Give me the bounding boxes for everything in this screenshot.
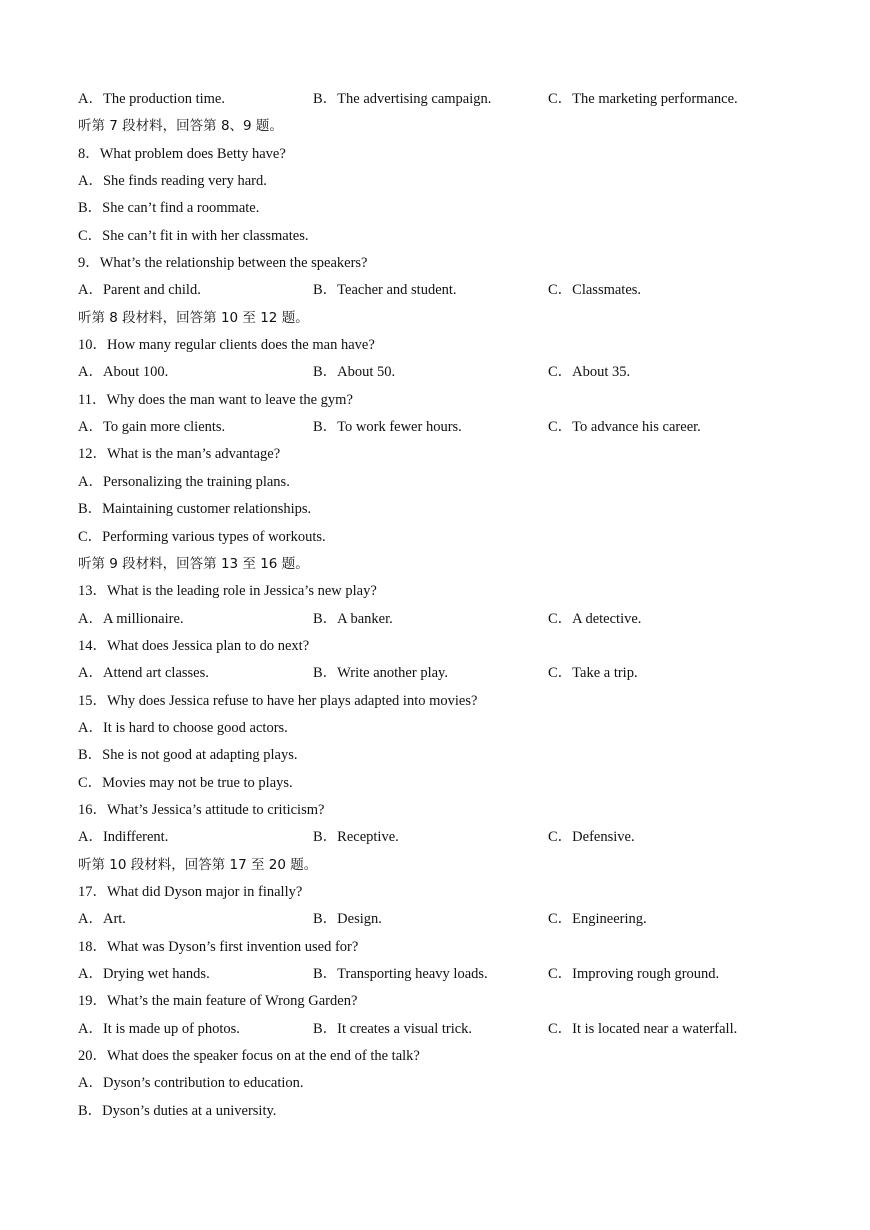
option-row <box>78 86 870 113</box>
option-c: C．Engineering. <box>548 911 647 928</box>
question-label: 19．What’s the main feature of Wrong Garden? <box>78 993 358 1010</box>
option-b: B．About 50. <box>313 364 396 381</box>
option-row <box>78 906 870 933</box>
option-a: A．Indifferent. <box>78 829 169 846</box>
question-label: 11．Why does the man want to leave the gym? <box>78 391 353 408</box>
option-a: A．Drying wet hands. <box>78 966 210 982</box>
question-text <box>78 988 870 1015</box>
question-text <box>78 141 870 168</box>
question-label: 8．What problem does Betty have? <box>78 145 286 162</box>
option-a: A．It is made up of photos. <box>78 1020 240 1037</box>
question-text <box>78 934 870 961</box>
section-instruction <box>78 305 870 332</box>
option-b: B．A banker. <box>313 610 393 627</box>
option-a: A．About 100. <box>78 364 169 381</box>
option-c: C．The marketing performance. <box>548 91 738 107</box>
question-label: 14．What does Jessica plan to do next? <box>78 637 310 654</box>
question-text <box>78 797 870 824</box>
option-c: C．To advance his career. <box>548 419 701 436</box>
section-label: 听第 10 段材料，回答第 17 至 20 题。 <box>78 856 318 873</box>
option-c: C．A detective. <box>548 610 642 627</box>
option-label: A．She finds reading very hard. <box>78 173 267 190</box>
question-label: 20．What does the speaker focus on at the end of the talk? <box>78 1048 420 1065</box>
option-b: B．To work fewer hours. <box>313 419 462 436</box>
option-line <box>78 524 870 551</box>
option-label: C．She can’t fit in with her classmates. <box>78 227 309 244</box>
option-a: A．The production time. <box>78 91 225 107</box>
question-label: 9．What’s the relationship between the speakers? <box>78 255 368 272</box>
option-row <box>78 824 870 851</box>
question-label: 16．What’s Jessica’s attitude to criticism? <box>78 801 325 818</box>
option-label: C．Performing various types of workouts. <box>78 528 326 545</box>
option-line <box>78 496 870 523</box>
option-label: B．She is not good at adapting plays. <box>78 747 298 764</box>
option-b: B．Teacher and student. <box>313 282 457 299</box>
question-label: 18．What was Dyson’s first invention used for? <box>78 938 359 955</box>
option-b: B．Receptive. <box>313 829 399 846</box>
option-label: C．Movies may not be true to plays. <box>78 774 293 791</box>
question-text <box>78 250 870 277</box>
option-a: A．Attend art classes. <box>78 665 209 682</box>
option-line <box>78 1098 870 1125</box>
question-label: 10．How many regular clients does the man have? <box>78 337 375 354</box>
option-row <box>78 606 870 633</box>
question-text <box>78 332 870 359</box>
option-label: A．Personalizing the training plans. <box>78 473 290 490</box>
question-text <box>78 688 870 715</box>
option-line <box>78 168 870 195</box>
option-row <box>78 359 870 386</box>
option-label: B．Dyson’s duties at a university. <box>78 1102 277 1119</box>
question-label: 13．What is the leading role in Jessica’s new play? <box>78 583 377 600</box>
option-b: B．The advertising campaign. <box>313 91 492 107</box>
option-b: B．Design. <box>313 911 382 928</box>
option-label: B．She can’t find a roommate. <box>78 200 260 217</box>
option-label: B．Maintaining customer relationships. <box>78 501 312 518</box>
option-c: C．Defensive. <box>548 829 635 846</box>
question-text <box>78 578 870 605</box>
section-instruction <box>78 113 870 140</box>
option-row <box>78 277 870 304</box>
option-label: A．It is hard to choose good actors. <box>78 719 288 736</box>
section-instruction <box>78 852 870 879</box>
question-label: 15．Why does Jessica refuse to have her plays adapted into movies? <box>78 692 478 709</box>
option-a: A．Art. <box>78 911 126 928</box>
question-text <box>78 879 870 906</box>
option-label: A．Dyson’s contribution to education. <box>78 1075 304 1092</box>
question-text <box>78 387 870 414</box>
option-b: B．Write another play. <box>313 665 448 682</box>
section-label: 听第 7 段材料，回答第 8、9 题。 <box>78 118 283 135</box>
option-row <box>78 414 870 441</box>
section-label: 听第 9 段材料，回答第 13 至 16 题。 <box>78 555 309 572</box>
option-c: C．About 35. <box>548 364 631 381</box>
option-c: C．It is located near a waterfall. <box>548 1020 738 1037</box>
option-line <box>78 1070 870 1097</box>
option-line <box>78 223 870 250</box>
section-label: 听第 8 段材料，回答第 10 至 12 题。 <box>78 309 309 326</box>
option-line <box>78 195 870 222</box>
option-b: B．Transporting heavy loads. <box>313 966 488 982</box>
option-a: A．Parent and child. <box>78 282 201 299</box>
question-text <box>78 1043 870 1070</box>
option-line <box>78 770 870 797</box>
option-a: A．A millionaire. <box>78 610 184 627</box>
option-c: C．Improving rough ground. <box>548 966 720 982</box>
option-row <box>78 660 870 687</box>
question-label: 17．What did Dyson major in finally? <box>78 883 303 900</box>
option-a: A．To gain more clients. <box>78 419 226 436</box>
option-line <box>78 742 870 769</box>
option-row <box>78 961 870 988</box>
question-label: 12．What is the man’s advantage? <box>78 446 281 463</box>
section-instruction <box>78 551 870 578</box>
question-text <box>78 633 870 660</box>
question-text <box>78 441 870 468</box>
option-c: C．Take a trip. <box>548 665 638 682</box>
option-b: B．It creates a visual trick. <box>313 1020 473 1037</box>
option-row <box>78 1016 870 1043</box>
option-line <box>78 715 870 742</box>
option-c: C．Classmates. <box>548 282 642 299</box>
option-line <box>78 469 870 496</box>
